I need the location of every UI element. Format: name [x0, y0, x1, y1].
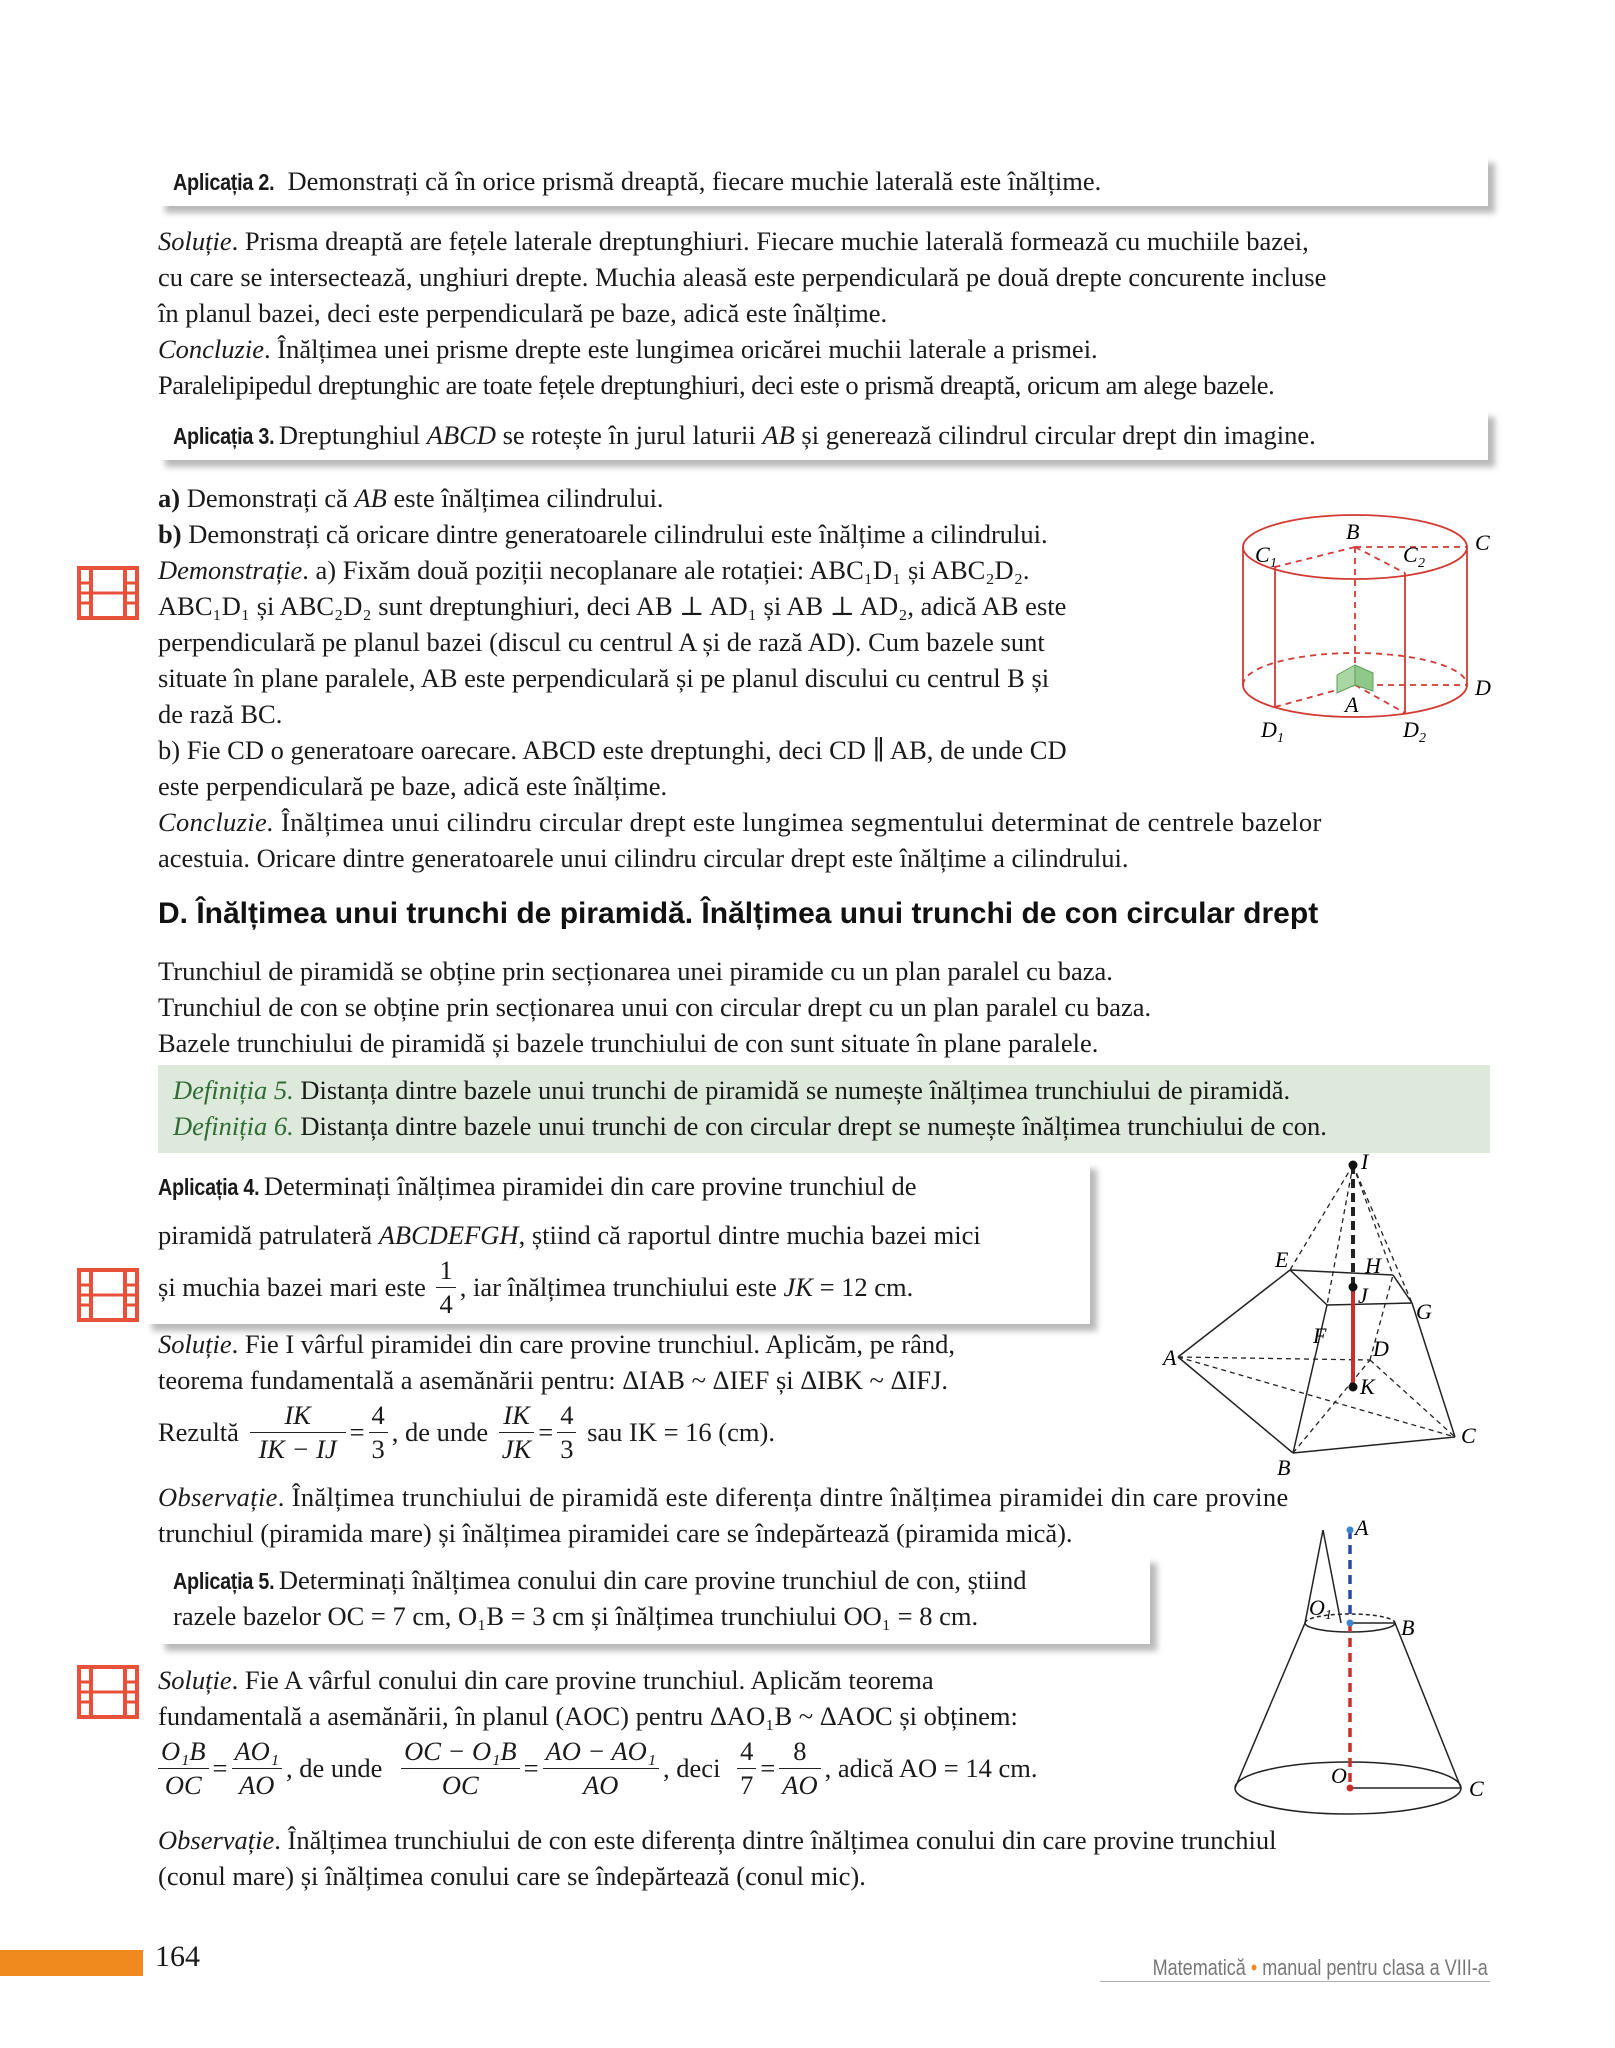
result-ik: sau IK = 16 (cm).: [580, 1416, 775, 1447]
demonstration-line7: este perpendiculară pe baze, adică este înălțime.: [158, 771, 668, 801]
app4-line3b: , iar înălțimea trunchiului este: [459, 1271, 784, 1302]
item-b-text: Demonstrați că oricare dintre generatoarele cilindrului este înălțime a cilindrului.: [181, 519, 1048, 549]
observation5-label: Observație: [158, 1825, 275, 1855]
result-ao: , adică AO = 14 cm.: [824, 1752, 1038, 1783]
label-A: A: [1345, 692, 1359, 717]
app3-abcd: ABCD: [426, 420, 496, 450]
item-a-ab: AB: [354, 483, 387, 513]
video-icon[interactable]: [77, 566, 139, 620]
footer-accent-bar: [0, 1950, 143, 1976]
label-D2: D: [1403, 717, 1419, 742]
label-D2-sub: 2: [1419, 731, 1426, 746]
label-A: A: [1355, 1515, 1369, 1540]
observation5-line2: (conul mare) și înălțimea conului care se îndepărtează (conul mic).: [158, 1861, 866, 1891]
fraction-ao1-ao: $\frac{\text{AO₁}}{AO}$: [232, 1738, 283, 1798]
app2-label: Aplicația 2.: [173, 169, 275, 195]
demonstration-line3: perpendiculară pe planul bazei (discul cu centrul A și de rază AD). Cum bazele sunt: [158, 627, 1045, 657]
equals: =: [349, 1416, 365, 1447]
observation4-line2: trunchiul (piramida mare) și înălțimea piramidei care se îndepărtează (piramida mică).: [158, 1518, 1073, 1548]
book-title-left: Matematică: [1152, 1955, 1247, 1980]
demonstration-label: Demonstrație: [158, 555, 303, 585]
equals: =: [212, 1752, 228, 1783]
label-J: J: [1358, 1283, 1368, 1308]
app5-solution-label: Soluție: [158, 1665, 232, 1695]
app4-line1: Determinați înălțimea piramidei din care provine trunchiul de: [263, 1171, 917, 1201]
item-a-text: Demonstrați că: [180, 483, 355, 513]
observation4-label: Observație: [158, 1482, 278, 1512]
app4-solution-line2: teorema fundamentală a asemănării pentru: ΔIAB ~ ΔIEF și ΔIBK ~ ΔIFJ.: [158, 1365, 949, 1395]
item-a-label: a): [158, 483, 181, 513]
definition5-label: Definiția 5.: [173, 1075, 294, 1105]
label-D: D: [1373, 1336, 1389, 1361]
cylinder-figure: [1225, 505, 1495, 765]
label-C2: C: [1403, 542, 1418, 567]
app4-solution-line1: . Fie I vârful piramidei din care provine trunchiul. Aplicăm, pe rând,: [231, 1329, 955, 1359]
fraction-o1b-oc: $\frac{\text{O₁B}}{OC}$: [158, 1738, 209, 1798]
book-title-right: manual pentru clasa a VIII-a: [1262, 1955, 1488, 1980]
section-p1: Trunchiul de piramidă se obține prin secționarea unei piramide cu un plan paralel cu baza.: [158, 956, 1113, 986]
app4-line3c: JK: [783, 1271, 813, 1302]
label-H: H: [1365, 1253, 1381, 1278]
observation5-line1: . Înălțimea trunchiului de con este diferența dintre înălțimea conului din care provine trunchiul: [274, 1825, 1277, 1855]
label-B: B: [1401, 1615, 1415, 1640]
fraction-diff-ao: $\frac{\text{AO − AO₁}}{AO}$: [543, 1738, 660, 1798]
book-title: [1153, 1955, 1488, 1981]
label-E: E: [1275, 1247, 1289, 1272]
definition5-text: Distanța dintre bazele unui trunchi de piramidă se numește înălțimea trunchiului de piramidă.: [293, 1075, 1291, 1105]
video-icon[interactable]: [77, 1665, 139, 1719]
conclusion3-line2: acestuia. Oricare dintre generatoarele unui cilindru circular drept este înălțime a cilindrului.: [158, 843, 1129, 873]
equals: =: [760, 1752, 776, 1783]
app4-line2b: ABCDEFGH: [378, 1220, 519, 1250]
label-C1-sub: 1: [1270, 556, 1277, 571]
app4-box: [145, 1162, 1090, 1324]
label-C: C: [1469, 1776, 1484, 1801]
fraction-4-3: $\frac{4}{3}$: [369, 1402, 388, 1462]
equals: =: [523, 1752, 539, 1783]
label-O1: O: [1309, 1595, 1325, 1620]
app4-line3d: = 12 cm.: [812, 1271, 914, 1302]
section-p3: Bazele trunchiului de piramidă și bazele trunchiului de con sunt situate în plane paralele.: [158, 1028, 1099, 1058]
conclusion3-line1: Înălțimea unui cilindru circular drept este lungimea segmentului determinat de centrele bazelor: [274, 807, 1322, 837]
definitions-box: [158, 1065, 1490, 1153]
conclusion-label: Concluzie: [158, 334, 264, 364]
app5-solution-line2: fundamentală a asemănării, în planul (AOC) pentru ΔAO₁B ~ ΔAOC și obținem:: [158, 1701, 1018, 1731]
label-C: C: [1475, 530, 1490, 555]
app4-line2c: , știind că raportul dintre muchia bazei mici: [518, 1220, 981, 1250]
label-K: K: [1360, 1374, 1375, 1399]
app3-text: Dreptunghiul: [278, 420, 427, 450]
label-B: B: [1346, 519, 1360, 544]
result-word: Rezultă: [158, 1416, 239, 1447]
app4-line2a: piramidă patrulateră: [158, 1220, 379, 1250]
app2-solution-line3: în planul bazei, deci este perpendiculară pe baze, adică este înălțime.: [158, 298, 888, 328]
app2-box: [158, 156, 1488, 206]
app5-label: Aplicația 5.: [173, 1568, 275, 1594]
de-unde: , de unde: [286, 1752, 383, 1783]
label-D1: D: [1261, 717, 1277, 742]
section-p2: Trunchiul de con se obține prin secționarea unui con circular drept cu un plan paralel cu baza.: [158, 992, 1152, 1022]
fraction-4-3b: $\frac{4}{3}$: [557, 1402, 576, 1462]
label-F: F: [1313, 1323, 1327, 1348]
label-C2-sub: 2: [1418, 556, 1425, 571]
label-B: B: [1277, 1455, 1291, 1480]
equals: =: [538, 1416, 554, 1447]
app4-label: Aplicația 4.: [158, 1174, 260, 1200]
app4-solution-label: Soluție: [158, 1329, 232, 1359]
app2-solution-line5: Paralelipipedul dreptunghic are toate fețele dreptunghiuri, deci este o prismă dreaptă, oricum am alege bazele.: [158, 370, 1275, 400]
label-I: I: [1361, 1149, 1369, 1174]
label-C: C: [1461, 1423, 1476, 1448]
app3-text3: și generează cilindrul circular drept din imagine.: [794, 420, 1316, 450]
app5-line2: razele bazelor OC = 7 cm, O₁B = 3 cm și înălțimea trunchiului OO₁ = 8 cm.: [173, 1601, 979, 1631]
fraction-ik-over: $\frac{IK}{IK - IJ}$: [250, 1402, 346, 1462]
app2-solution-line2: cu care se intersectează, unghiuri drepte. Muchia aleasă este perpendiculară pe două drepte concurente incluse: [158, 262, 1327, 292]
fraction-1-4: $\frac{1}{4}$: [436, 1257, 455, 1317]
solution-label: Soluție: [158, 226, 232, 256]
app3-text2: se rotește în jurul laturii: [495, 420, 763, 450]
label-O: O: [1331, 1763, 1347, 1788]
page-number: 164: [155, 1940, 200, 1973]
demonstration-line4: situate în plane paralele, AB este perpendiculară și pe planul discului cu centrul B și: [158, 663, 1050, 693]
fraction-diff-oc: $\frac{\text{OC − O₁B}}{OC}$: [401, 1738, 519, 1798]
app3-ab: AB: [762, 420, 795, 450]
app3-box: [158, 410, 1488, 460]
de-unde: , de unde: [391, 1416, 489, 1447]
observation4-line1: . Înălțimea trunchiului de piramidă este diferența dintre înălțimea piramidei din care provine: [277, 1482, 1289, 1512]
item-b-label: b): [158, 519, 182, 549]
label-G: G: [1416, 1299, 1432, 1324]
book-title-dot: •: [1251, 1955, 1258, 1980]
app5-line1: Determinați înălțimea conului din care provine trunchiul de con, știind: [278, 1565, 1027, 1595]
deci: , deci: [663, 1752, 721, 1783]
label-O1-sub: 1: [1325, 1608, 1332, 1623]
fraction-8-ao: $\frac{8}{AO}$: [779, 1738, 820, 1798]
label-C1: C: [1255, 542, 1270, 567]
app5-box: [158, 1556, 1150, 1644]
app5-solution-line1: . Fie A vârful conului din care provine trunchiul. Aplicăm teorema: [231, 1665, 934, 1695]
section-heading: D. Înălțimea unui trunchi de piramidă. Înălțimea unui trunchi de con circular drept: [158, 897, 1319, 930]
demonstration-line2: ABC₁D₁ și ABC₂D₂ sunt dreptunghiuri, deci AB ⊥ AD₁ și AB ⊥ AD₂, adică AB este: [158, 591, 1067, 621]
cone-figure: [1215, 1515, 1505, 1835]
item-a-text2: este înălțimea cilindrului.: [386, 483, 664, 513]
footer-rule: [1100, 1981, 1490, 1982]
app4-line3a: și muchia bazei mari este: [158, 1271, 433, 1302]
fraction-4-7: $\frac{4}{7}$: [737, 1738, 756, 1798]
demonstration-line5: de rază BC.: [158, 699, 283, 729]
demonstration-line1: . a) Fixăm două poziții necoplanare ale rotației: ABC₁D₁ și ABC₂D₂.: [302, 555, 1030, 585]
app2-text: Demonstrați că în orice prismă dreaptă, fiecare muchie laterală este înălțime.: [287, 166, 1102, 196]
definition6-text: Distanța dintre bazele unui trunchi de con circular drept se numește înălțimea trunchiului de con.: [293, 1111, 1327, 1141]
conclusion3-label: Concluzie.: [158, 807, 275, 837]
app2-solution-line1: . Prisma dreaptă are fețele laterale dreptunghiuri. Fiecare muchie laterală formează cu muchiile bazei,: [231, 226, 1309, 256]
app2-conclusion: . Înălțimea unei prisme drepte este lungimea oricărei muchii laterale a prismei.: [264, 334, 1098, 364]
definition6-label: Definiția 6.: [173, 1111, 294, 1141]
app3-label: Aplicația 3.: [173, 423, 275, 449]
label-D: D: [1475, 675, 1491, 700]
video-icon[interactable]: [77, 1268, 139, 1322]
label-D1-sub: 1: [1277, 731, 1284, 746]
demonstration-line6: b) Fie CD o generatoare oarecare. ABCD este dreptunghi, deci CD ∥ AB, de unde CD: [158, 735, 1067, 765]
label-A: A: [1163, 1345, 1177, 1370]
fraction-ik-jk: $\frac{IK}{JK}$: [499, 1402, 534, 1462]
pyramid-figure: [1163, 1149, 1495, 1485]
